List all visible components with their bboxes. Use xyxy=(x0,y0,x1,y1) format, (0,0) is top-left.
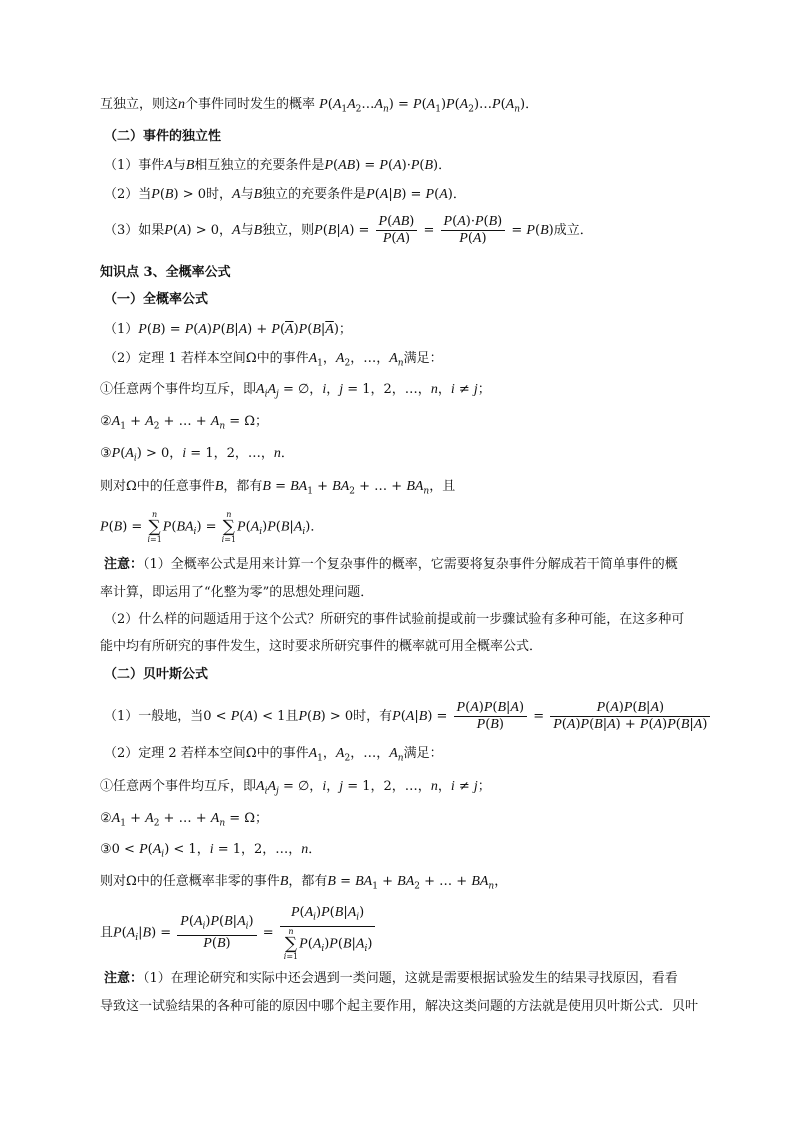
section-heading-total-probability: （一）全概率公式 xyxy=(104,292,209,307)
bayes-formula: 且$P(A_i|B)$ = $\frac{P(A_i)P(B|A_i)}{P(B)}$ = $P(A_i)P(B|A_i)$ n ∑ $i=1P(A_i)P(B|A_i)$ xyxy=(100,905,377,961)
bayes-item-1: （1）一般地，当0 < P(A) < 1且P(B) > 0时，有P(A|B) = $\frac{P(A)P(B|A)}{P(B)}$ = $\frac{P(A)P(B|A)}{P(A)P(B|A) + P(\overline{A})P(B|\overline{A})}$ xyxy=(104,700,712,733)
theorem-1-condition-1: ①任意两个事件均互斥，即$A_iA_j$ = ∅，i，j = 1，2，…，n，i ≠ j； xyxy=(100,382,491,400)
theorem-1-conclusion: 则对Ω中的任意事件B，都有$B = BA_1 + BA_2$ + … + $BA_n$，且 xyxy=(100,479,456,497)
note-3-line-2: 导致这一试验结果的各种可能的原因中哪个起主要作用，解决这类问题的方法就是使用贝叶斯公式．贝叶 xyxy=(100,999,699,1014)
theorem-2-condition-2: $②A_1 + A_2$ + … + $A_n = \Omega$； xyxy=(100,811,269,829)
total-probability-formula: P(B) = n ∑ $i=1P(BA_i) = n$ ∑ $i=1P(A_i)P(B|A_i)$． xyxy=(100,510,324,544)
total-probability-item-1: $(1)P(B) = P(A)P(B|A) + P(\overline{A})P(B|\overline{A})$； xyxy=(104,322,352,337)
independence-item-1: （1）事件A与B相互独立的充要条件是P(AB) = P(A)·P(B)． xyxy=(104,158,452,173)
independence-product-line: 互独立，则这n个事件同时发生的概率 $P(A_1A_2\dots A_n)$ = $P(A_1)P(A_2)\dots P(A_n)$． xyxy=(100,97,539,115)
theorem-2-condition-3: ③0 < $P(A_i) < 1$，i = 1，2，…，n． xyxy=(100,842,322,860)
note-2-line-2: 能中均有所研究的事件发生，这时要求所研究事件的概率就可用全概率公式． xyxy=(100,639,543,654)
note-3-line-1: 注意：（1）在理论研究和实际中还会遇到一类问题，这就是需要根据试验发生的结果寻找原因，看看 xyxy=(104,971,678,986)
note-1-line-1: 注意：（1）全概率公式是用来计算一个复杂事件的概率，它需要将复杂事件分解成若干简单事件的概 xyxy=(104,557,678,572)
independence-item-3: （3）如果P(A) > 0，A与B独立，则P(B|A) = $\frac{P(AB)}{P(A)}$ = $\frac{P(A)\cdot P(B)}{P(A)}$ = P(B)成立． xyxy=(104,214,593,246)
knowledge-point-3-heading: 知识点 3、全概率公式 xyxy=(100,265,231,280)
theorem-1-condition-3: $③P(A_i) > 0$，i = 1，2，…，n． xyxy=(100,446,294,464)
theorem-2-condition-1: ①任意两个事件均互斥，即$A_iA_j$ = ∅，i，j = 1，2，…，n，i ≠ j； xyxy=(100,779,491,797)
note-2-line-1: （2）什么样的问题适用于这个公式？所研究的事件试验前提或前一步骤试验有多种可能，在这多种可 xyxy=(104,612,685,627)
theorem-1-line: （2）定理 1 若样本空间Ω中的事件$A_1$，$A_2$，…，$A_n$满足： xyxy=(104,351,443,369)
note-1-line-2: 率计算，即运用了“化整为零”的思想处理问题． xyxy=(100,585,374,600)
section-heading-independence: （二）事件的独立性 xyxy=(104,129,222,144)
independence-item-2: （2）当P(B) > 0时，A与B独立的充要条件是P(A|B) = P(A)． xyxy=(104,187,466,202)
theorem-2-line: （2）定理 2 若样本空间Ω中的事件$A_1$，$A_2$，…，$A_n$满足： xyxy=(104,746,443,764)
section-heading-bayes: （二）贝叶斯公式 xyxy=(104,667,209,682)
theorem-1-condition-2: $②A_1 + A_2$ + … + $A_n = \Omega$； xyxy=(100,414,269,432)
theorem-2-conclusion: 则对Ω中的任意概率非零的事件B，都有$B = BA_1 + BA_2$ + … + $BA_n$， xyxy=(100,874,508,892)
